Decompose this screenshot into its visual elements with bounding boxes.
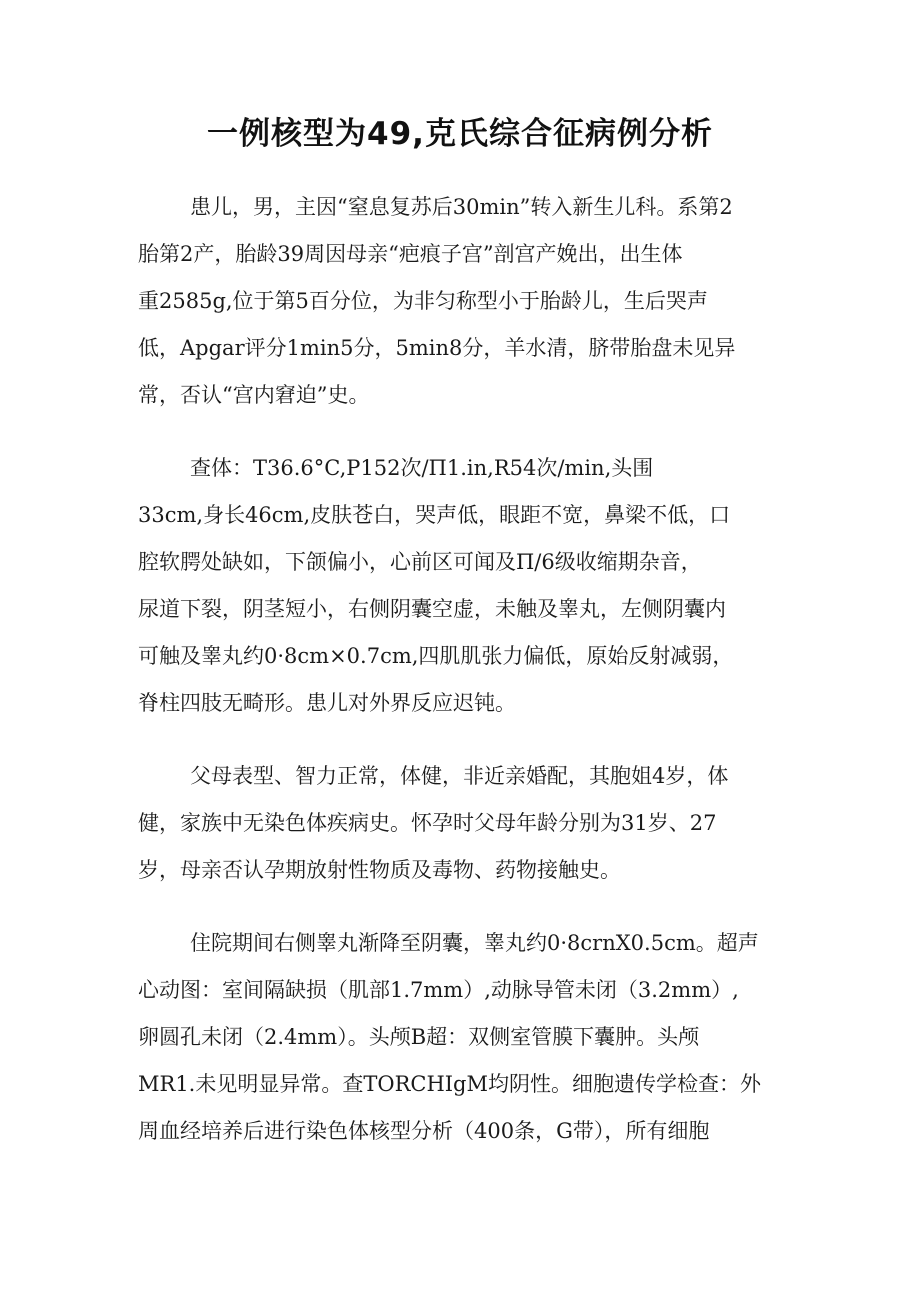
text-line: 重2585g,位于第5百分位，为非匀称型小于胎龄儿，生后哭声 xyxy=(138,289,708,313)
text-line: 33cm,身长46cm,皮肤苍白，哭声低，眼距不宽，鼻梁不低，口 xyxy=(138,503,731,527)
text-line: 尿道下裂，阴茎短小，右侧阴囊空虚，未触及睾丸，左侧阴囊内 xyxy=(138,597,726,621)
text-line: 岁，母亲否认孕期放射性物质及毒物、药物接触史。 xyxy=(138,858,621,882)
text-line: 可触及睾丸约0·8cm×0.7cm,四肌肌张力偏低，原始反射减弱， xyxy=(138,644,734,668)
text-line: 常，否认“宫内窘迫”史。 xyxy=(138,383,370,407)
text-line: 心动图：室间隔缺损（肌部1.7mm）,动脉导管未闭（3.2mm）, xyxy=(138,978,739,1002)
text-line: 卵圆孔未闭（2.4mm）。头颅B超：双侧室管膜下囊肿。头颅 xyxy=(138,1025,700,1049)
text-line: 腔软腭处缺如，下颌偏小，心前区可闻及Π/6级收缩期杂音， xyxy=(138,550,702,574)
text-line: 父母表型、智力正常，体健，非近亲婚配，其胞姐4岁，体 xyxy=(190,764,729,788)
text-line: 周血经培养后进行染色体核型分析（400条，G带），所有细胞 xyxy=(138,1119,710,1143)
paragraph-family-history xyxy=(138,753,798,894)
text-line: 健，家族中无染色体疾病史。怀孕时父母年龄分别为31岁、27 xyxy=(138,811,717,835)
text-line: 低，Apgar评分1min5分，5min8分，羊水清，脐带胎盘未见异 xyxy=(138,336,736,360)
text-line: 查体：T36.6°C,P152次/Π1.in,R54次/min,头围 xyxy=(190,456,654,480)
paragraph-hospital-course xyxy=(138,920,798,1155)
document-title: 一例核型为49,克氏综合征病例分析 xyxy=(207,116,713,152)
text-line: MR1.未见明显异常。查TORCHIgM均阴性。细胞遗传学检查：外 xyxy=(138,1072,762,1096)
paragraph-examination xyxy=(138,445,798,727)
paragraph-history xyxy=(138,184,798,419)
text-line: 患儿，男，主因“窒息复苏后30min”转入新生儿科。系第2 xyxy=(190,195,733,219)
text-line: 脊柱四肢无畸形。患儿对外界反应迟钝。 xyxy=(138,691,516,715)
text-line: 住院期间右侧睾丸渐降至阴囊，睾丸约0·8crnX0.5cm。超声 xyxy=(190,931,759,955)
text-line: 胎第2产，胎龄39周因母亲“疤痕子宫”剖宫产娩出，出生体 xyxy=(138,242,683,266)
document-body xyxy=(138,184,798,1181)
